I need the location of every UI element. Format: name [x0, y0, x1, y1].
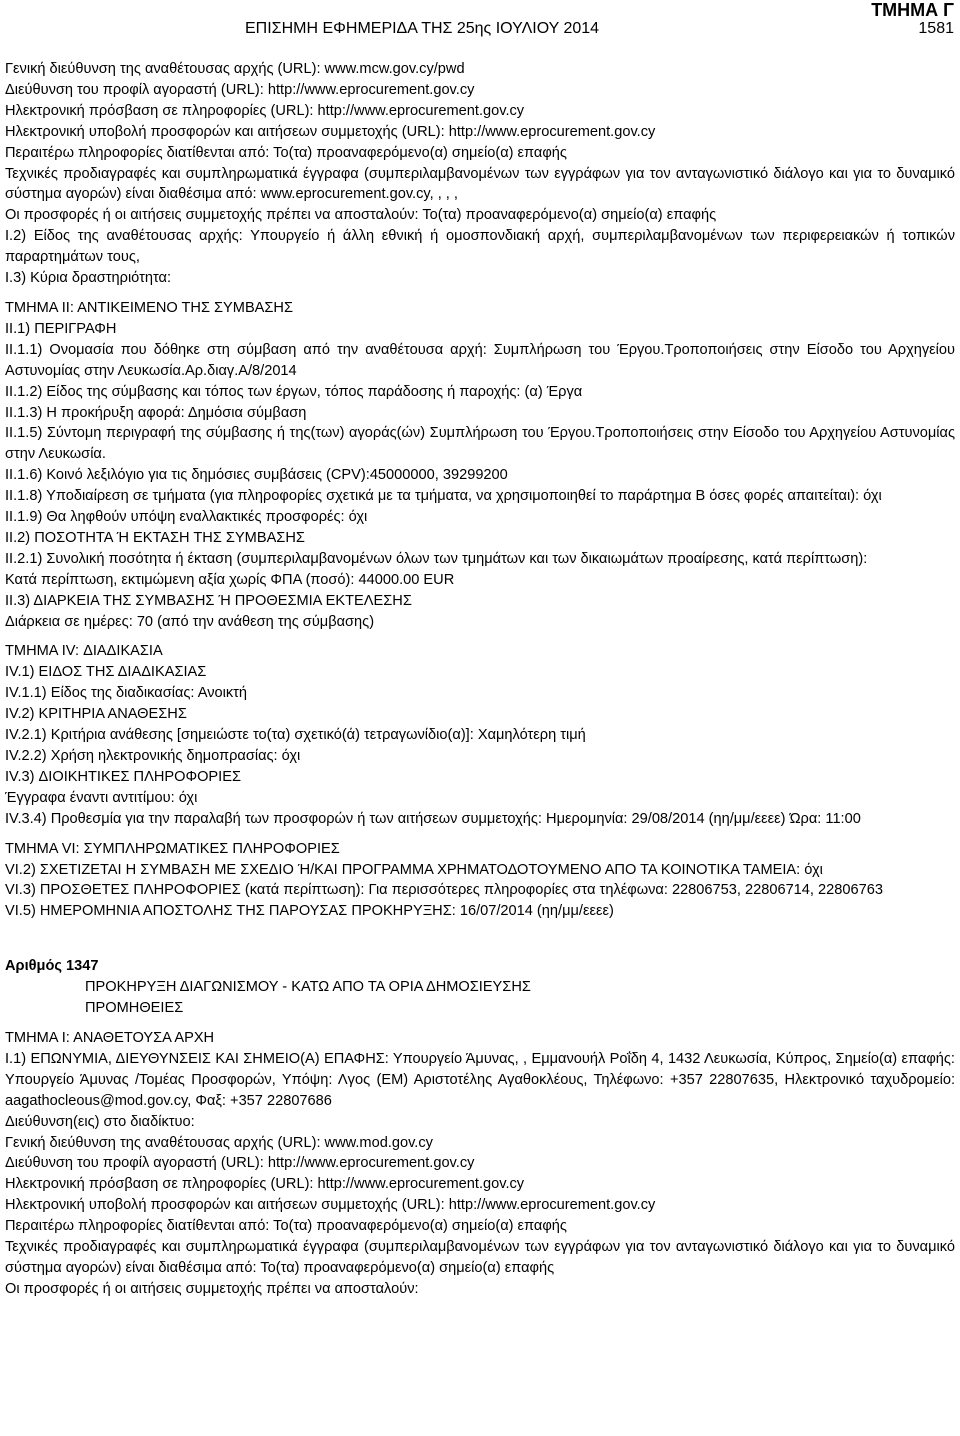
- section-heading: ΤΜΗΜΑ Ι: ΑΝΑΘΕΤΟΥΣΑ ΑΡΧΗ: [5, 1029, 215, 1046]
- text-line: ΙΙ.1.5) Σύντομη περιγραφή της σύμβασης ή της(των) αγοράς(ών) Συμπλήρωση του Έργου.Τροποποιήσεις στην Είσοδο του Αρχηγείου Αστυνομίας στην Λευκωσία.: [5, 425, 955, 463]
- text-line: Περαιτέρω πληροφορίες διατίθενται από: Το(τα) προαναφερόμενο(α) σημείο(α) επαφής: [5, 144, 567, 161]
- text-line: ΙΙ.1) ΠΕΡΙΓΡΑΦΗ: [5, 320, 117, 337]
- document-body: [5, 59, 955, 1300]
- text-line: Διεύθυνση του προφίλ αγοραστή (URL): http://www.eprocurement.gov.cy: [5, 1155, 475, 1172]
- text-line: IV.2.2) Χρήση ηλεκτρονικής δημοπρασίας: όχι: [5, 748, 301, 764]
- section-heading: ΤΜΗΜΑ ΙΙ: ΑΝΤΙΚΕΙΜΕΝΟ ΤΗΣ ΣΥΜΒΑΣΗΣ: [5, 299, 293, 316]
- text-line: IV.3) ΔΙΟΙΚΗΤΙΚΕΣ ΠΛΗΡΟΦΟΡΙΕΣ: [5, 768, 241, 785]
- text-line: Κατά περίπτωση, εκτιμώμενη αξία χωρίς ΦΠΑ (ποσό): 44000.00 EUR: [5, 571, 455, 588]
- text-line: ΙΙ.1.3) Η προκήρυξη αφορά: Δημόσια σύμβαση: [5, 404, 307, 421]
- text-line: Διάρκεια σε ημέρες: 70 (από την ανάθεση της σύμβασης): [5, 613, 375, 630]
- text-line: Ηλεκτρονική πρόσβαση σε πληροφορίες (URL): http://www.eprocurement.gov.cy: [5, 1176, 525, 1193]
- spacer: [5, 289, 955, 298]
- text-line: ΙΙ.1.8) Υποδιαίρεση σε τμήματα (για πληροφορίες σχετικά με τα τμήματα, να χρησιμοποιηθεί το παράρτημα Β όσες φορές απαιτείται): όχι: [5, 488, 882, 505]
- section-heading: ΤΜΗΜΑ ΙV: ΔΙΑΔΙΚΑΣΙΑ: [5, 643, 163, 660]
- text-line: VI.2) ΣΧΕΤΙΖΕΤΑΙ Η ΣΥΜΒΑΣΗ ΜΕ ΣΧΕΔΙΟ Ή/ΚΑΙ ΠΡΟΓΡΑΜΜΑ ΧΡΗΜΑΤΟΔΟΤΟΥΜΕΝΟ ΑΠΟ ΤΑ ΚΟΙΝΟΤΙΚΑ ΤΑΜΕΙΑ: όχι: [5, 861, 823, 878]
- text-line: Έγγραφα έναντι αντιτίμου: όχι: [5, 789, 198, 806]
- text-line: ΙΙ.1.1) Ονομασία που δόθηκε στη σύμβαση από την αναθέτουσα αρχή: Συμπλήρωση του Έργου.Τροποποιήσεις στην Είσοδο του Αρχηγείου Αστυνομίας στην Λευκωσία.Αρ.διαγ.Α/8/2014: [5, 341, 955, 379]
- text-line: Γενική διεύθυνση της αναθέτουσας αρχής (URL): www.mcw.gov.cy/pwd: [5, 61, 465, 77]
- text-line: Ηλεκτρονική υποβολή προσφορών και αιτήσεων συμμετοχής (URL): http://www.eprocurement.gov.cy: [5, 123, 656, 140]
- spacer: [5, 632, 955, 641]
- text-line: Ι.3) Κύρια δραστηριότητα:: [5, 270, 172, 287]
- text-line: Ι.2) Είδος της αναθέτουσας αρχής: Υπουργείο ή άλλη εθνική ή ομοσπονδιακή αρχή, συμπεριλαμβανομένων των περιφερειακών ή τοπικών παραρτημάτων τους,: [5, 228, 955, 266]
- text-line: Τεχνικές προδιαγραφές και συμπληρωματικά έγγραφα (συμπεριλαμβανομένων των εγγράφων για τον ανταγωνιστικό διάλογο και για το δυναμικό σύστημα αγορών) είναι διαθέσιμα από: Το(τα) προαναφερόμενο(α) σημείο(α) επαφής: [5, 1239, 955, 1276]
- text-line: IV.2) ΚΡΙΤΗΡΙΑ ΑΝΑΘΕΣΗΣ: [5, 706, 187, 723]
- spacer: [5, 922, 955, 956]
- text-line: Διεύθυνση(εις) στο διαδίκτυο:: [5, 1113, 195, 1130]
- text-line: IV.1) ΕΙΔΟΣ ΤΗΣ ΔΙΑΔΙΚΑΣΙΑΣ: [5, 664, 207, 681]
- text-line: VI.5) ΗΜΕΡΟΜΗΝΙΑ ΑΠΟΣΤΟΛΗΣ ΤΗΣ ΠΑΡΟΥΣΑΣ ΠΡΟΚΗΡΥΞΗΣ: 16/07/2014 (ηη/μμ/εεεε): [5, 903, 614, 920]
- text-line: Διεύθυνση του προφίλ αγοραστή (URL): http://www.eprocurement.gov.cy: [5, 81, 475, 98]
- text-line: Γενική διεύθυνση της αναθέτουσας αρχής (URL): www.mod.gov.cy: [5, 1134, 433, 1151]
- text-line: Τεχνικές προδιαγραφές και συμπληρωματικά έγγραφα (συμπεριλαμβανομένων των εγγράφων για τον ανταγωνιστικό διάλογο και για το δυναμικό σύστημα αγορών) είναι διαθέσιμα από: www.eprocurement.gov.cy, , , ,: [5, 165, 955, 203]
- text-line: Περαιτέρω πληροφορίες διατίθενται από: Το(τα) προαναφερόμενο(α) σημείο(α) επαφής: [5, 1218, 567, 1235]
- text-line: ΙΙ.2) ΠΟΣΟΤΗΤΑ Ή ΕΚΤΑΣΗ ΤΗΣ ΣΥΜΒΑΣΗΣ: [5, 529, 305, 546]
- text-line: ΙΙ.1.9) Θα ληφθούν υπόψη εναλλακτικές προσφορές: όχι: [5, 509, 368, 526]
- spacer: [5, 1019, 955, 1028]
- text-line: Ηλεκτρονική υποβολή προσφορών και αιτήσεων συμμετοχής (URL): http://www.eprocurement.gov.cy: [5, 1197, 656, 1214]
- text-line: IV.3.4) Προθεσμία για την παραλαβή των προσφορών ή των αιτήσεων συμμετοχής: Ημερομηνία: 29/08/2014 (ηη/μμ/εεεε) Ώρα: 11:00: [5, 810, 861, 827]
- text-line: ΙΙ.3) ΔΙΑΡΚΕΙΑ ΤΗΣ ΣΥΜΒΑΣΗΣ Ή ΠΡΟΘΕΣΜΙΑ ΕΚΤΕΛΕΣΗΣ: [5, 592, 412, 609]
- text-line: Ηλεκτρονική πρόσβαση σε πληροφορίες (URL): http://www.eprocurement.gov.cy: [5, 102, 525, 119]
- notice-title-category: ΠΡΟΜΗΘΕΙΕΣ: [85, 1000, 184, 1017]
- header-gazette-title: ΕΠΙΣΗΜΗ ΕΦΗΜΕΡΙΔΑ ΤΗΣ 25ης ΙΟΥΛΙΟΥ 2014: [245, 20, 600, 37]
- notice-title: ΠΡΟΚΗΡΥΞΗ ΔΙΑΓΩΝΙΣΜΟΥ - ΚΑΤΩ ΑΠΟ ΤΑ ΟΡΙΑ ΔΗΜΟΣΙΕΥΣΗΣ: [85, 979, 531, 996]
- text-line: IV.2.1) Κριτήρια ανάθεσης [σημειώστε το(τα) σχετικό(ά) τετραγωνίδιο(α)]: Χαμηλότερη τιμή: [5, 727, 586, 744]
- text-line: Ι.1) ΕΠΩΝΥΜΙΑ, ΔΙΕΥΘΥΝΣΕΙΣ ΚΑΙ ΣΗΜΕΙΟ(Α) ΕΠΑΦΗΣ: Υπουργείο Άμυνας, , Εμμανουήλ Ροΐδη 4, 1432 Λευκωσία, Κύπρος, Σημείο(α) επαφής: Υπουργείο Άμυνας /Τομέας Προσφορών, Υπόψη: Λγος (ΕΜ) Αριστοτέλης Αγαθοκλέους, Τηλέφωνο: +357 22807635, Ηλεκτρονικό ταχυδρομείο: aagathocleous@mod.gov.cy, Φαξ: +357 22807686: [5, 1050, 955, 1109]
- text-line: IV.1.1) Είδος της διαδικασίας: Ανοικτή: [5, 685, 248, 702]
- header-section-label: ΤΜΗΜΑ Γ: [871, 0, 954, 20]
- header-page-number: 1581: [918, 20, 954, 37]
- notice-number: Αριθμός 1347: [5, 958, 99, 975]
- text-line: Οι προσφορές ή οι αιτήσεις συμμετοχής πρέπει να αποσταλούν: Το(τα) προαναφερόμενο(α) σημείο(α) επαφής: [5, 207, 717, 224]
- text-line: ΙΙ.1.2) Είδος της σύμβασης και τόπος των έργων, τόπος παράδοσης ή παροχής: (α) Έργα: [5, 383, 583, 400]
- spacer: [5, 830, 955, 839]
- section-heading: ΤΜΗΜΑ VI: ΣΥΜΠΛΗΡΩΜΑΤΙΚΕΣ ΠΛΗΡΟΦΟΡΙΕΣ: [5, 840, 340, 857]
- text-line: ΙΙ.2.1) Συνολική ποσότητα ή έκταση (συμπεριλαμβανομένων όλων των τμημάτων και των δικαιωμάτων προαίρεσης, κατά περίπτωση):: [5, 550, 868, 567]
- text-line: ΙΙ.1.6) Κοινό λεξιλόγιο για τις δημόσιες συμβάσεις (CPV):45000000, 39299200: [5, 467, 508, 484]
- text-line: Οι προσφορές ή οι αιτήσεις συμμετοχής πρέπει να αποσταλούν:: [5, 1280, 419, 1297]
- text-line: VI.3) ΠΡΟΣΘΕΤΕΣ ΠΛΗΡΟΦΟΡΙΕΣ (κατά περίπτωση): Για περισσότερες πληροφορίες στα τηλέφωνα: 22806753, 22806714, 22806763: [5, 882, 883, 899]
